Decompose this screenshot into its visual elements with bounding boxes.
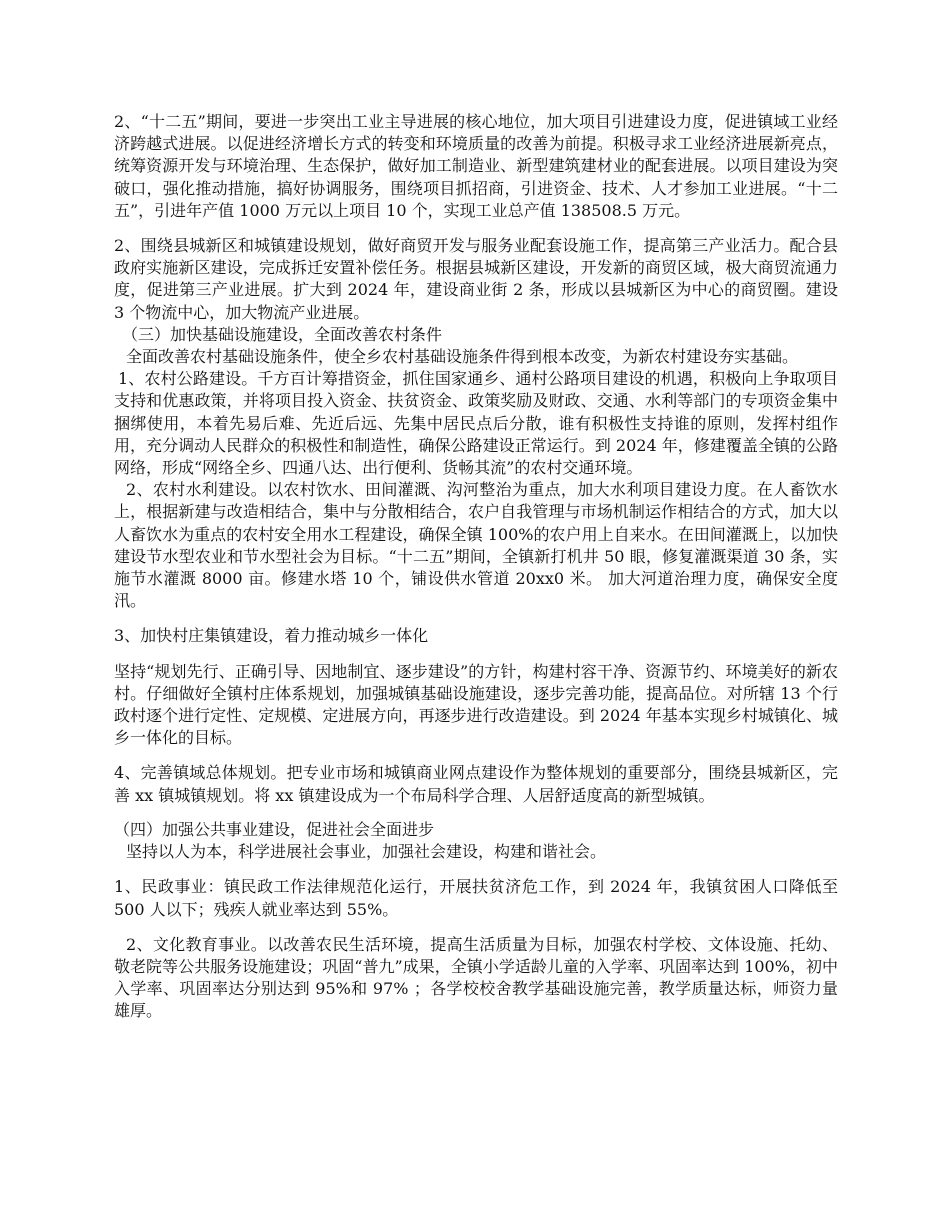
paragraph-village-construction: 坚持“规划先行、正确引导、因地制宜、逐步建设”的方针，构建村容干净、资源节约、环境美好的新农村。仔细做好全镇村庄体系规划，加强城镇基础设施建设，逐步完善功能，提高品位。对所辖 13 个行政村逐个进行定性、定规模、定进展方向，再逐步进行改造建设。到 2024 年基本实现乡村城镇化、城乡一体化的目标。 [114,661,838,748]
paragraph-culture-education: 2、文化教育事业。以改善农民生活环境，提高生活质量为目标，加强农村学校、文体设施、托幼、敬老院等公共服务设施建设；巩固“普九”成果，全镇小学适龄儿童的入学率、巩固率达到 100%，初中入学率、巩固率达分别达到 95%和 97% ；各学校校舍教学基础设施完善，教学质量达标，师资力量雄厚。 [114,934,838,1021]
paragraph-village-heading: 3、加快村庄集镇建设，着力推动城乡一体化 [114,626,429,646]
document-body [114,111,838,1023]
paragraph-rural-roads: 1、农村公路建设。千方百计筹措资金，抓住国家通乡、通村公路项目建设的机遇，积极向上争取项目支持和优惠政策，并将项目投入资金、扶贫资金、政策奖励及财政、交通、水利等部门的专项资金集中捆绑使用，本着先易后难、先近后远、先集中居民点后分散，谁有积极性支持谁的原则，发挥村组作用，充分调动人民群众的积极性和制造性，确保公路建设正常运行。到 2024 年，修建覆盖全镇的公路网络，形成“网络全乡、四通八达、出行便利、货畅其流”的农村交通环境。 [114,369,838,478]
section-heading-infrastructure: （三）加快基础设施建设，全面改善农村条件 [122,324,443,344]
section-heading-public-affairs: （四）加强公共事业建设，促进社会全面进步 [114,819,435,839]
paragraph-infrastructure-intro: 全面改善农村基础设施条件，使全乡农村基础设施条件得到根本改变，为新农村建设夯实基础。 [126,347,799,367]
paragraph-town-planning: 4、完善镇域总体规划。把专业市场和城镇商业网点建设作为整体规划的重要部分，围绕县城新区，完善 xx 镇城镇规划。将 xx 镇建设成为一个布局科学合理、人居舒适度高的新型城镇。 [114,763,838,805]
paragraph-public-affairs-intro: 坚持以人为本，科学进展社会事业，加强社会建设，构建和谐社会。 [126,842,607,862]
paragraph-industry: 2、“十二五”期间，要进一步突出工业主导进展的核心地位，加大项目引进建设力度，促进镇域工业经济跨越式进展。以促进经济增长方式的转变和环境质量的改善为前提。积极寻求工业经济进展新亮点，统筹资源开发与环境治理、生态保护，做好加工制造业、新型建筑建材业的配套进展。以项目建设为突破口，强化推动措施，搞好协调服务，围绕项目抓招商，引进资金、技术、人才参加工业进展。“十二五”，引进年产值 1000 万元以上项目 10 个，实现工业总产值 138508.5 万元。 [114,112,838,220]
paragraph-commerce: 2、围绕县城新区和城镇建设规划，做好商贸开发与服务业配套设施工作，提高第三产业活力。配合县政府实施新区建设，完成拆迁安置补偿任务。根据县城新区建设，开发新的商贸区域，极大商贸流通力度，促进第三产业进展。扩大到 2024 年，建设商业街 2 条，形成以县城新区为中心的商贸圈。建设 3 个物流中心，加大物流产业进展。 [114,236,838,322]
paragraph-rural-water: 2、农村水利建设。以农村饮水、田间灌溉、沟河整治为重点，加大水利项目建设力度。在人畜饮水上，根据新建与改造相结合，集中与分散相结合，农户自我管理与市场机制运作相结合的方式，加大以人畜饮水为重点的农村安全用水工程建设，确保全镇 100%的农户用上自来水。在田间灌溉上，以加快建设节水型农业和节水型社会为目标。“十二五”期间，全镇新打机井 50 眼，修复灌溉渠道 30 条，实施节水灌溉 8000 亩。修建水塔 10 个，铺设供水管道 20xx0 米。 加大河道治理力度，确保安全度汛。 [114,480,838,611]
paragraph-civil-affairs: 1、民政事业：镇民政工作法律规范化运行，开展扶贫济危工作，到 2024 年，我镇贫困人口降低至 500 人以下；残疾人就业率达到 55%。 [114,877,838,919]
